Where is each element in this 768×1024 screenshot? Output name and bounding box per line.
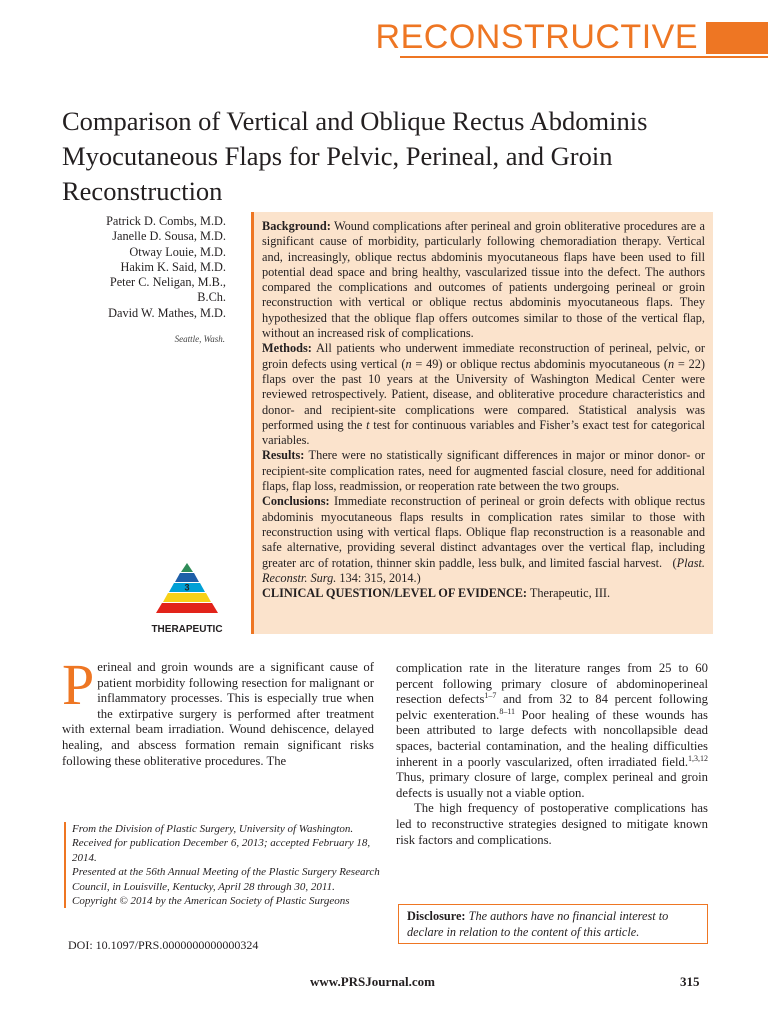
- page-number: 315: [680, 974, 700, 989]
- citation-text: 134: 315, 2014.): [336, 570, 421, 585]
- reference-superscript: 1,3,12: [688, 753, 708, 763]
- background-text: Wound complications after perineal and groin obliterative procedures are a significant cause of morbidity, particularly following chemoradiation therapy. Vertical and, increasingly, oblique rectus abdominis myocutaneous flaps have been used to fill potential dead space and bring healthy, vascularized tissue into the defect. The authors compared the complications and outcomes of patients undergoing perineal or groin reconstruction with vertical or oblique rectus abdominis myocutaneous flaps. They hypothesized that the oblique flap offers outcomes similar to those of the vertical flap, without an increased risk of complications.: [262, 219, 705, 341]
- author-name: Hakim K. Said, M.D.: [120, 259, 226, 274]
- methods-text: = 22) flaps over the past 10 years at the University of Washington Medical Center were reviewed retrospectively. Patient, disease, and obliterative procedure characteristics and donor- and recipient-site complications were compared. Statistical analysis was performed using the: [262, 356, 705, 432]
- body-text: Thus, primary closure of large, complex perineal and groin defects is usually not a viable option.: [396, 770, 708, 800]
- body-paragraph: The high frequency of postoperative complications has led to reconstructive strategies designed to mitigate known risk factors and complications.: [396, 801, 708, 847]
- abstract-methods: [262, 341, 705, 448]
- clinical-label: CLINICAL QUESTION/LEVEL OF EVIDENCE:: [262, 586, 528, 601]
- citation-text: (: [662, 555, 677, 570]
- results-label: Results:: [262, 448, 305, 463]
- body-column-left: [62, 652, 374, 769]
- body-text: complication rate in the literature ranges from 25 to 60 percent following primary closure of abdominoperineal resection defects: [396, 661, 708, 707]
- abstract-results: [262, 448, 705, 494]
- disclosure-text: The authors have no financial interest to declare in relation to the content of this article.: [407, 909, 669, 939]
- article-footnote: [64, 822, 384, 908]
- methods-label: Methods:: [262, 341, 312, 356]
- pyramid-tier-4: [163, 593, 211, 602]
- clinical-text: Therapeutic, III.: [527, 586, 611, 601]
- doi-text: DOI: 10.1097/PRS.0000000000000324: [68, 938, 259, 952]
- methods-text: test for continuous variables and Fisher’s exact test for categorical variables.: [262, 417, 705, 448]
- intro-text: erineal and groin wounds are a significant cause of patient morbidity following resection for malignant or inflammatory processes. This is especially true when the extirpative surgery is performed after treatment with external beam irradiation. Wound dehiscence, delayed healing, and abscess formation remain significant risks following these obliterative procedures. The: [62, 660, 374, 768]
- footnote-division: From the Division of Plastic Surgery, University of Washington.: [72, 823, 354, 835]
- footnote-received: Received for publication December 6, 2013; accepted February 18, 2014.: [72, 837, 371, 864]
- abstract-conclusions: [262, 494, 705, 586]
- section-label: RECONSTRUCTIVE: [375, 18, 698, 56]
- disclosure-label: Disclosure:: [407, 909, 466, 923]
- drop-cap: P: [62, 652, 95, 717]
- abstract-clinical-question: [262, 586, 705, 601]
- citation-journal: Plast. Reconstr. Surg.: [262, 555, 705, 585]
- evidence-level-pyramid-icon: [148, 561, 226, 635]
- author-list: [60, 214, 226, 321]
- section-color-block: [706, 22, 768, 54]
- pyramid-tier-2: [175, 573, 199, 582]
- article-title: Comparison of Vertical and Oblique Rectus Abdominis Myocutaneous Flaps for Pelvic, Perineal, and Groin Reconstruction: [62, 106, 648, 206]
- footnote-presented: Presented at the 56th Annual Meeting of the Plastic Surgery Research Council, in Louisville, Kentucky, April 28 through 30, 2011.: [72, 866, 380, 893]
- conclusions-text: Immediate reconstruction of perineal or groin defects with oblique rectus abdominis myocutaneous flaps results in complication rates similar to those with reconstruction using with vertical flaps. Oblique flap reconstruction is a reasonable and safe alternative, providing several distinct advantages over the vertical flap, including greater arc of rotation, thinner skin paddle, less bulk, and limited fascial harvest.: [262, 494, 705, 570]
- body-text: Poor healing of these wounds has been attributed to large defects with noncollapsible dead spaces, bacterial contamination, and the healing difficulties inherent in a poorly vascularized, often irradiated field.: [396, 707, 708, 769]
- intro-paragraph: [62, 652, 374, 769]
- pyramid-tier-5: [156, 603, 218, 613]
- methods-n: n: [405, 356, 412, 371]
- author-location: Seattle, Wash.: [174, 334, 225, 344]
- author-name: B.Ch.: [197, 290, 226, 305]
- evidence-type-label: THERAPEUTIC: [151, 624, 223, 635]
- disclosure-box: [398, 904, 708, 944]
- abstract-background: [262, 219, 705, 341]
- background-label: Background:: [262, 219, 331, 233]
- methods-text: = 49) or oblique rectus abdominis myocutaneous (: [411, 356, 668, 371]
- methods-t: t: [366, 417, 370, 432]
- evidence-level-number: 3: [184, 582, 190, 593]
- author-name: Patrick D. Combs, M.D.: [106, 214, 226, 228]
- abstract-box: [251, 212, 713, 634]
- journal-url-link[interactable]: www.PRSJournal.com: [310, 974, 435, 989]
- results-text: There were no statistically significant differences in major or minor donor- or recipient-site complication rates, need for augmented fascial closure, need for additional flaps, flap loss, readmission, or reoperation rate between the two groups.: [262, 448, 705, 494]
- reference-superscript: 1–7: [484, 690, 497, 700]
- pyramid-tier-1: [181, 563, 193, 572]
- author-name: Janelle D. Sousa, M.D.: [112, 229, 226, 244]
- reference-superscript: 8–11: [499, 706, 516, 716]
- body-text: and from 32 to 84 percent following pelvic exenteration.: [396, 692, 708, 722]
- section-rule: [400, 56, 768, 58]
- author-name: Otway Louie, M.D.: [129, 244, 226, 259]
- body-paragraph: [396, 661, 708, 801]
- body-column-right: [396, 661, 708, 848]
- conclusions-label: Conclusions:: [262, 494, 330, 509]
- methods-text: All patients who underwent immediate reconstruction of perineal, pelvic, or groin defects using vertical (: [262, 341, 705, 371]
- footnote-copyright: Copyright © 2014 by the American Society of Plastic Surgeons: [72, 895, 350, 908]
- methods-n: n: [667, 356, 675, 371]
- author-name: Peter C. Neligan, M.B.,: [109, 275, 226, 290]
- author-name: David W. Mathes, M.D.: [108, 305, 226, 320]
